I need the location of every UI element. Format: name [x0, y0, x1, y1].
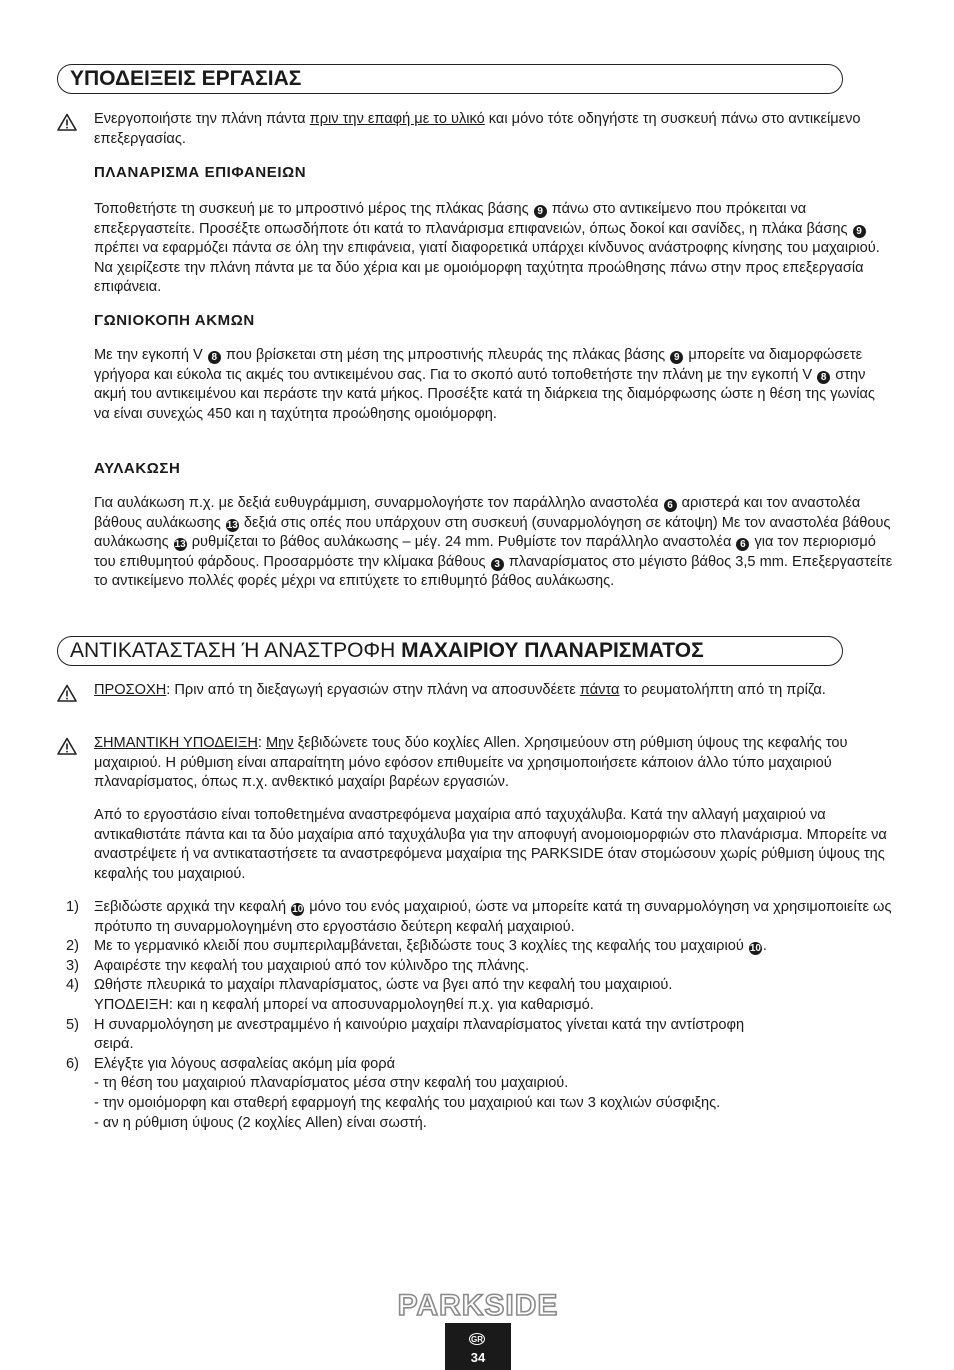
subheading-chamfering: ΓΩΝΙΟΚΟΠΗ ΑΚΜΩΝ: [94, 312, 255, 329]
ref-number-icon: 13: [174, 539, 186, 551]
ref-number-icon: 6: [664, 499, 677, 512]
list-item: 1) Ξεβιδώστε αρχικά την κεφαλή 10 μόνο του ενός μαχαιριού, ώστε να μπορείτε κατά τη συναρμολόγηση να χρησιμοποιείτε ως πρότυπο τη συναρμολογημένη στο εργοστάσιο δεύτερη κεφαλή μαχαιριού.: [66, 899, 892, 935]
paragraph-rebating: Για αυλάκωση π.χ. με δεξιά ευθυγράμμιση, συναρμολογήστε τον παράλληλο αναστολέα 6 αριστερά και τον αναστολέα βάθους αυλάκωσης 13 δεξιά στις οπές που υπάρχουν στη συσκευή (συναρμολόγηση σε κάτοψη) Με τον αναστολέα βάθους αυλάκωσης 13 ρυθμίζεται το βάθος αυλάκωσης – μέγ. 24 mm. Ρυθμίστε τον παράλληλο αναστολέα 6 για τον περιορισμό του επιθυμητού φάρδους. Προσαρμόστε την κλίμακα βάθους 3 πλαναρίσματος στο μέγιστο βάθος 3,5 mm. Επεξεργαστείτε το αντικείμενο πολλές φορές μέχρι να επιτύχετε το επιθυμητό βάθος αυλάκωσης.: [94, 495, 893, 590]
subheading-surface-planing: ΠΛΑΝΑΡΙΣΜΑ ΕΠΙΦΑΝΕΙΩΝ: [94, 164, 307, 181]
page-number-badge: [445, 1323, 511, 1370]
subheading-rebating: ΑΥΛΑΚΩΣΗ: [94, 460, 181, 477]
list-item: 4) Ωθήστε πλευρικά το μαχαίρι πλαναρίσματος, ώστε να βγει από την κεφαλή του μαχαιριού. ΥΠΟΔΕΙΞΗ: και η κεφαλή μπορεί να αποσυναρμολογηθεί π.χ. για καθαρισμό.: [66, 977, 673, 1013]
ref-number-icon: 8: [208, 351, 221, 364]
ref-number-icon: 9: [670, 351, 683, 364]
important-note-paragraph: ΣΗΜΑΝΤΙΚΗ ΥΠΟΔΕΙΞΗ: Μην ξεβιδώνετε τους δύο κοχλίες Allen. Χρησιμεύουν στη ρύθμιση ύψους της κεφαλής του μαχαιριού. Η ρύθμιση είναι απαραίτητη μόνο εφόσον επιθυμείτε να χρησιμοποιήσετε κάποιον άλλο τύπο μαχαιριού πλαναρίσματος, όπως π.χ. ανθεκτικό μαχαίρι βαρέων εργασιών.: [94, 735, 848, 791]
intro-paragraph: Ενεργοποιήστε την πλάνη πάντα πριν την επαφή με το υλικό και μόνο τότε οδηγήστε τη συσκευή πάνω στο αντικείμενο επεξεργασίας.: [94, 111, 861, 147]
warning-triangle-icon: [57, 113, 77, 131]
list-item: 5) Η συναρμολόγηση με ανεστραμμένο ή καινούριο μαχαίρι πλαναρίσματος γίνεται κατά την αντίστροφη σειρά.: [66, 1016, 745, 1053]
parkside-logo: [386, 1290, 570, 1320]
list-item: 2) Με το γερμανικό κλειδί που συμπεριλαμβάνεται, ξεβιδώστε τους 3 κοχλίες της κεφαλής του μαχαιριού 10 .: [66, 938, 767, 955]
country-code-badge: GR: [471, 1335, 483, 1344]
section-title-blade-replacement: ΑΝΤΙΚΑΤΑΣΤΑΣΗ Ή ΑΝΑΣΤΡΟΦΗ ΜΑΧΑΙΡΙΟΥ ΠΛΑΝΑΡΙΣΜΑΤΟΣ: [57, 636, 843, 666]
ref-number-icon: 6: [736, 538, 749, 551]
ref-number-icon: 10: [292, 904, 304, 915]
list-item: 3) Αφαιρέστε την κεφαλή του μαχαιριού από τον κύλινδρο της πλάνης.: [66, 957, 530, 974]
paragraph-chamfering: Με την εγκοπή V 8 που βρίσκεται στη μέση της μπροστινής πλευράς της πλάκας βάσης 9 μπορείτε να διαμορφώσετε γρήγορα και εύκολα τις ακμές του αντικειμένου σας. Για το σκοπό αυτό τοποθετήστε την πλάνη με την εγκοπή V 8 στην ακμή του αντικειμένου και περάστε την κατά μήκος. Προσέξτε κατά τη διάρκεια της διαμόρφωσης ώστε η θέση της γωνίας να είναι συνεχώς 450 και η ταχύτητα προώθησης ομοιόμορφη.: [94, 347, 875, 422]
ref-number-icon: 8: [817, 371, 830, 384]
caution-paragraph: ΠΡΟΣΟΧΗ: Πριν από τη διεξαγωγή εργασιών στην πλάνη να αποσυνδέετε πάντα το ρευματολήπτη από τη πρίζα.: [94, 682, 826, 698]
warning-triangle-icon: [57, 684, 77, 702]
ref-number-icon: 13: [226, 519, 238, 531]
factory-blades-paragraph: Από το εργοστάσιο είναι τοποθετημένα αναστρεφόμενα μαχαίρια από ταχυχάλυβα. Κατά την αλλαγή μαχαιριού να αντικαθιστάτε πάντα και τα δύο μαχαίρια από ταχυχάλυβα για την αποφυγή ανομοιομορφιών στο πλανάρισμα. Μπορείτε να αναστρέψετε ή να αντικαταστήσετε τα αναστρεφόμενα μαχαίρια της PARKSIDE όταν στομώσουν χωρίς ρύθμιση ύψους της κεφαλής του μαχαιριού.: [94, 807, 887, 882]
section-title-work-tips: [57, 64, 843, 94]
ref-number-icon: 9: [853, 225, 866, 238]
replacement-steps-list: [66, 898, 896, 1133]
list-item: 6) Ελέγξτε για λόγους ασφαλείας ακόμη μία φορά - τη θέση του μαχαιριού πλαναρίσματος μέσα στην κεφαλή του μαχαιριού. - την ομοιόμορφη και σταθερή εφαρμογή της κεφαλής του μαχαιριού και των 3 κοχλιών σύσφιξης. - αν η ρύθμιση ύψους (2 κοχλίες Allen) είναι σωστή.: [66, 1055, 721, 1131]
paragraph-surface-planing: Τοποθετήστε τη συσκευή με το μπροστινό μέρος της πλάκας βάσης 9 πάνω στο αντικείμενο που πρόκειται να επεξεργαστείτε. Προσέξτε οπωσδήποτε ότι κατά το πλανάρισμα επιφανειών, όπως δοκοί και σανίδες, η πλάκα βάσης 9 πρέπει να εφαρμόζει πάντα σε όλη την επιφάνεια, γιατί διαφορετικά υπάρχει κίνδυνος ανάστροφης κίνησης του μαχαιριού. Να χειρίζεστε την πλάνη πάντα με τα δύο χέρια και με ομοιόμορφη ταχύτητα προώθησης πάνω στην προς επεξεργασία επιφάνεια.: [94, 201, 880, 296]
svg-text:PARKSIDE: PARKSIDE: [397, 1290, 559, 1320]
section-title-text: ΥΠΟΔΕΙΞΕΙΣ ΕΡΓΑΣΙΑΣ: [70, 67, 302, 90]
warning-triangle-icon: [57, 737, 77, 755]
ref-number-icon: 9: [534, 205, 547, 218]
ref-number-icon: 3: [491, 558, 504, 571]
ref-number-icon: 10: [749, 943, 761, 955]
page-number: 34: [470, 1350, 486, 1365]
